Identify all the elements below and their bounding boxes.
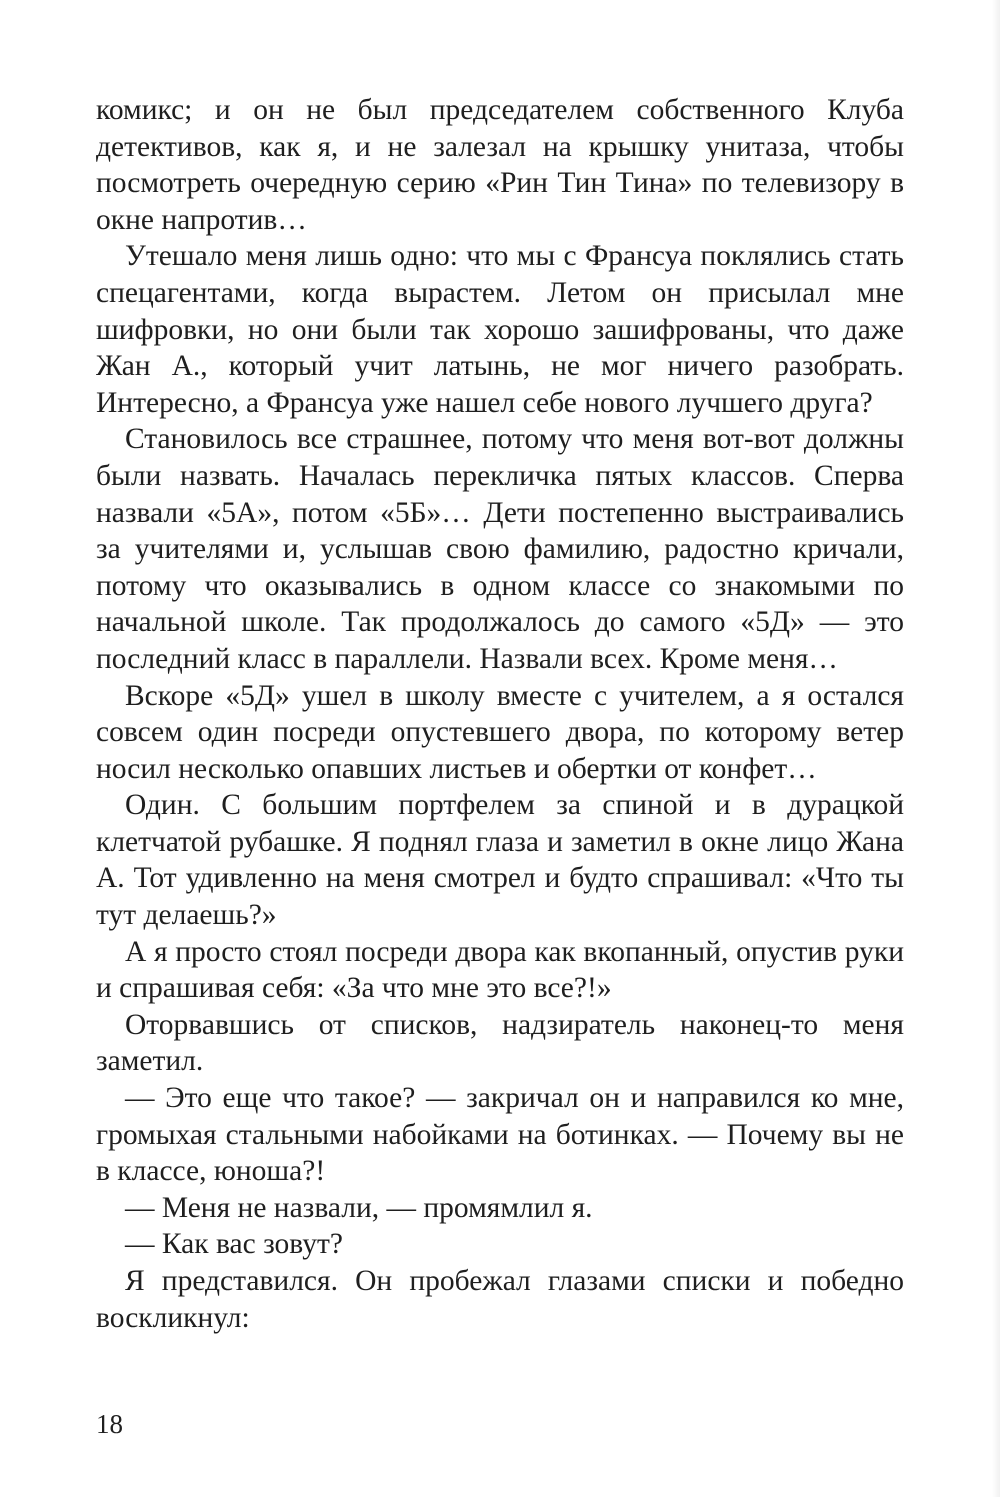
page-edge-shadow [992,0,1000,1497]
paragraph-11: Я представился. Он пробежал глазами списки и победно воскликнул: [96,1265,904,1334]
paragraph-8: — Это еще что такое? — закричал он и направился ко мне, громыхая стальными набойками на ботинках. — Почему вы не в классе, юноша?! [96,1082,904,1188]
paragraph-3: Становилось все страшнее, потому что меня вот-вот должны были назвать. Началась перекличка пятых классов. Сперва назвали «5А», потом «5Б»… Дети постепенно выстраивались за учителями и, услышав свою фамилию, радостно кричали, потому что оказывались в одном классе со знакомыми по начальной школе. Так продолжалось до самого «5Д» — это последний класс в параллели. Назвали всех. Кроме меня… [96,423,904,675]
paragraph-2: Утешало меня лишь одно: что мы с Франсуа поклялись стать спецагентами, когда вырастем. Летом он присылал мне шифровки, но они были так хорошо зашифрованы, что даже Жан А., который учит латынь, не мог ничего разобрать. Интересно, а Франсуа уже нашел себе нового лучшего друга? [96,240,904,419]
paragraph-5: Один. С большим портфелем за спиной и в дурацкой клетчатой рубашке. Я поднял глаза и заметил в окне лицо Жана А. Тот удивленно на меня смотрел и будто спрашивал: «Что ты тут делаешь?» [96,789,904,932]
paragraph-9: — Меня не назвали, — промямлил я. [125,1191,593,1224]
paragraph-6: А я просто стоял посреди двора как вкопанный, опустив руки и спрашивая себя: «За что мне это все?!» [96,935,904,1005]
paragraph-10: — Как вас зовут? [125,1228,343,1261]
body-text [96,92,904,1336]
paragraph-1: комикс; и он не был председателем собственного Клуба детективов, как я, и не залезал на крышку унитаза, чтобы посмотреть очередную серию «Рин Тин Тина» по телевизору в окне напротив… [96,94,904,236]
page-number: 18 [96,1409,123,1439]
paragraph-7: Оторвавшись от списков, надзиратель наконец-то меня заметил. [96,1008,904,1078]
paragraph-4: Вскоре «5Д» ушел в школу вместе с учителем, а я остался совсем один посреди опустевшего двора, по которому ветер носил несколько опавших листьев и обертки от конфет… [96,679,904,785]
